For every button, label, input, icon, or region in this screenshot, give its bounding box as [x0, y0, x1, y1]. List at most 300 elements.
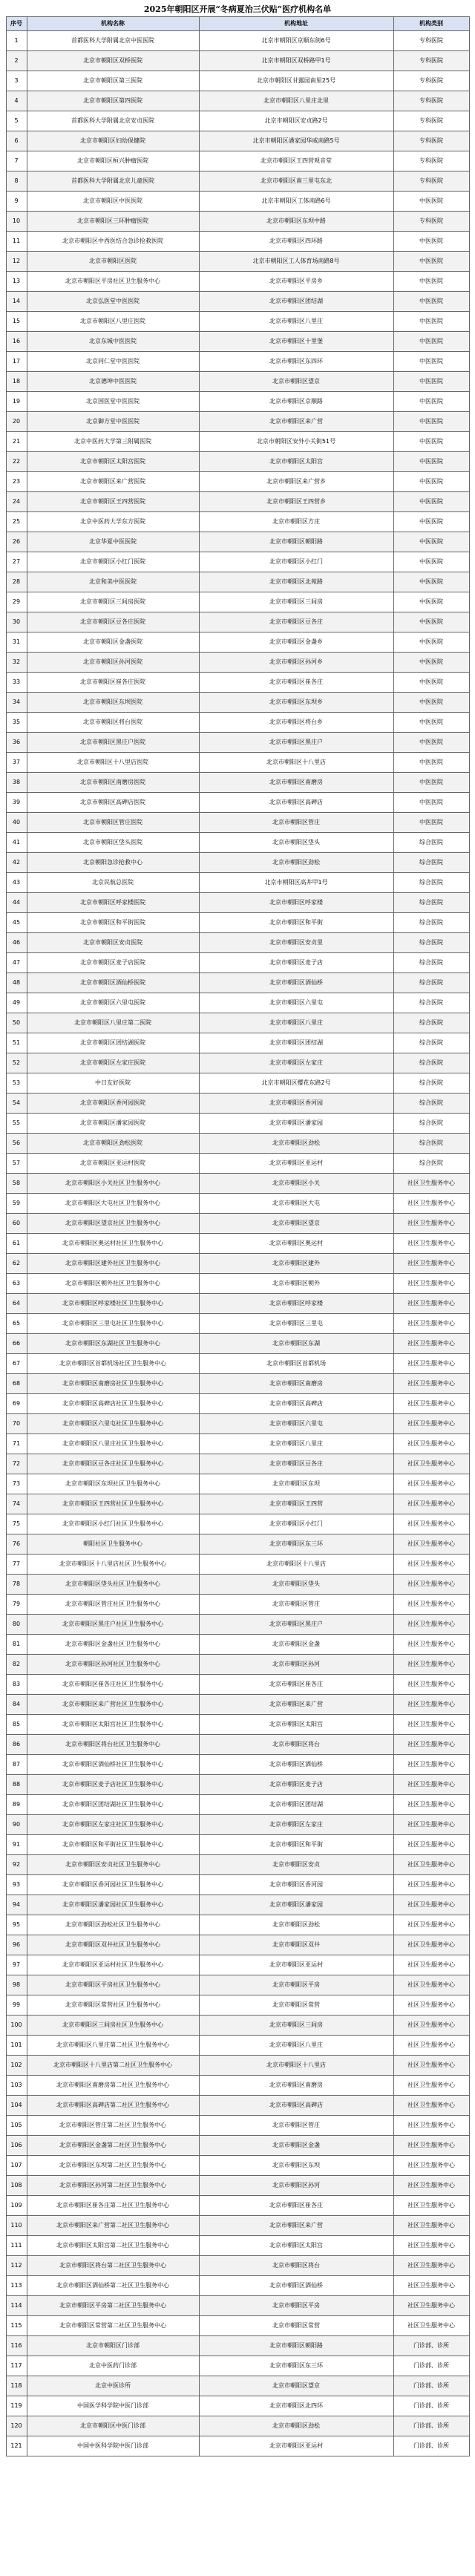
cell-no: 112 [6, 2256, 27, 2276]
cell-type: 社区卫生服务中心 [393, 1314, 469, 1334]
cell-address: 北京市朝阳区来广营乡 [199, 472, 393, 492]
cell-no: 21 [6, 432, 27, 452]
cell-no: 91 [6, 1835, 27, 1855]
cell-type: 中医医院 [393, 592, 469, 612]
cell-address: 北京市朝阳区劲松 [199, 2416, 393, 2436]
cell-no: 64 [6, 1294, 27, 1314]
cell-type: 中医医院 [393, 733, 469, 753]
cell-type: 综合医院 [393, 1013, 469, 1033]
cell-no: 73 [6, 1474, 27, 1494]
cell-no: 87 [6, 1755, 27, 1775]
cell-name: 北京市朝阳区太阳宫医院 [27, 452, 199, 472]
cell-name: 北京市朝阳区小红门医院 [27, 552, 199, 572]
cell-type: 中医医院 [393, 292, 469, 312]
table-row [6, 853, 469, 873]
cell-address: 北京市朝阳区十八里店 [199, 1555, 393, 1575]
cell-name: 北京市朝阳区金盏第二社区卫生服务中心 [27, 2136, 199, 2156]
cell-no: 27 [6, 552, 27, 572]
table-row [6, 913, 469, 933]
table-row [6, 232, 469, 252]
cell-name: 北京市朝阳区医院 [27, 252, 199, 272]
cell-address: 北京市朝阳区平房 [199, 2296, 393, 2316]
cell-address: 北京市朝阳区八里庄 [199, 2036, 393, 2056]
cell-address: 北京市朝阳区亚运村 [199, 1154, 393, 1174]
cell-address: 北京市朝阳区北苑路 [199, 572, 393, 592]
cell-type: 综合医院 [393, 833, 469, 853]
table-row [6, 1695, 469, 1715]
cell-address: 北京市朝阳区金盏 [199, 2136, 393, 2156]
cell-type: 社区卫生服务中心 [393, 1915, 469, 1935]
table-row [6, 592, 469, 612]
table-row [6, 1795, 469, 1815]
cell-type: 综合医院 [393, 993, 469, 1013]
table-row [6, 632, 469, 653]
cell-no: 84 [6, 1695, 27, 1715]
cell-address: 北京市朝阳区南磨房 [199, 773, 393, 793]
cell-name: 北京市朝阳区麦子店医院 [27, 953, 199, 973]
cell-name: 北京和美中医医院 [27, 572, 199, 592]
cell-address: 北京市朝阳区南磨房 [199, 2076, 393, 2096]
cell-name: 北京华夏中医医院 [27, 532, 199, 552]
cell-address: 北京市朝阳区孙河 [199, 2176, 393, 2196]
cell-type: 门诊部、诊所 [393, 2376, 469, 2396]
cell-address: 北京市朝阳区南三里屯东北 [199, 171, 393, 192]
cell-type: 中医医院 [393, 512, 469, 532]
table-row [6, 2296, 469, 2316]
table-row [6, 2316, 469, 2336]
cell-type: 综合医院 [393, 1073, 469, 1094]
cell-no: 25 [6, 512, 27, 532]
cell-name: 北京市朝阳区亚运村社区卫生服务中心 [27, 1955, 199, 1975]
cell-no: 74 [6, 1494, 27, 1514]
cell-name: 北京国医堂中医医院 [27, 392, 199, 412]
cell-address: 北京市朝阳区安贞路2号 [199, 111, 393, 131]
table-row [6, 352, 469, 372]
cell-name: 北京市朝阳区南磨房医院 [27, 773, 199, 793]
cell-type: 社区卫生服务中心 [393, 2176, 469, 2196]
table-row [6, 1815, 469, 1835]
cell-type: 社区卫生服务中心 [393, 1534, 469, 1555]
table-row [6, 1114, 469, 1134]
cell-name: 北京市朝阳区亚运村医院 [27, 1154, 199, 1174]
cell-name: 北京市朝阳区香河园社区卫生服务中心 [27, 1875, 199, 1895]
cell-address: 北京市朝阳区北四环 [199, 2396, 393, 2416]
cell-address: 北京市朝阳区豆各庄 [199, 1454, 393, 1474]
cell-no: 110 [6, 2216, 27, 2236]
cell-no: 95 [6, 1915, 27, 1935]
cell-name: 北京市朝阳区劲松社区卫生服务中心 [27, 1915, 199, 1935]
cell-type: 中医医院 [393, 813, 469, 833]
table-row [6, 1534, 469, 1555]
cell-type: 社区卫生服务中心 [393, 1555, 469, 1575]
table-row [6, 2156, 469, 2176]
table-row [6, 933, 469, 953]
cell-type: 综合医院 [393, 1033, 469, 1053]
cell-no: 14 [6, 292, 27, 312]
cell-name: 北京市朝阳区管庄社区卫生服务中心 [27, 1595, 199, 1615]
cell-address: 北京市朝阳区金盏乡 [199, 632, 393, 653]
cell-name: 北京市朝阳区东坝第二社区卫生服务中心 [27, 2156, 199, 2176]
table-row [6, 693, 469, 713]
cell-name: 北京市朝阳区望京社区卫生服务中心 [27, 1214, 199, 1234]
cell-no: 6 [6, 131, 27, 151]
table-row [6, 1354, 469, 1374]
cell-name: 北京市朝阳区酒仙桥第二社区卫生服务中心 [27, 2276, 199, 2296]
cell-type: 综合医院 [393, 973, 469, 993]
cell-no: 57 [6, 1154, 27, 1174]
cell-no: 45 [6, 913, 27, 933]
cell-no: 100 [6, 2016, 27, 2036]
table-row [6, 212, 469, 232]
cell-no: 81 [6, 1635, 27, 1655]
cell-address: 北京市朝阳区垡头 [199, 1575, 393, 1595]
cell-name: 首都医科大学附属北京儿童医院 [27, 171, 199, 192]
cell-no: 117 [6, 2356, 27, 2376]
cell-type: 社区卫生服务中心 [393, 1955, 469, 1975]
cell-address: 北京市朝阳区安贞里 [199, 933, 393, 953]
cell-no: 7 [6, 151, 27, 171]
table-row [6, 1975, 469, 1995]
cell-no: 82 [6, 1655, 27, 1675]
cell-address: 北京市朝阳区望京 [199, 1214, 393, 1234]
cell-name: 北京市朝阳区垡头社区卫生服务中心 [27, 1575, 199, 1595]
table-row [6, 1895, 469, 1915]
table-row [6, 1033, 469, 1053]
cell-no: 13 [6, 272, 27, 292]
cell-name: 北京中医诊所 [27, 2376, 199, 2396]
cell-name: 北京市朝阳区双井社区卫生服务中心 [27, 1935, 199, 1955]
cell-type: 社区卫生服务中心 [393, 1254, 469, 1274]
cell-type: 社区卫生服务中心 [393, 1635, 469, 1655]
cell-type: 中医医院 [393, 773, 469, 793]
cell-address: 北京市朝阳区朝阳路 [199, 2336, 393, 2356]
cell-name: 北京东城中医医院 [27, 332, 199, 352]
cell-type: 社区卫生服务中心 [393, 1454, 469, 1474]
table-row [6, 612, 469, 632]
cell-address: 北京市朝阳区十八里店 [199, 753, 393, 773]
cell-no: 114 [6, 2296, 27, 2316]
table-row [6, 1414, 469, 1434]
cell-no: 41 [6, 833, 27, 853]
cell-type: 专科医院 [393, 151, 469, 171]
table-row [6, 392, 469, 412]
table-row [6, 332, 469, 352]
cell-type: 社区卫生服务中心 [393, 1434, 469, 1454]
cell-type: 社区卫生服务中心 [393, 2276, 469, 2296]
table-row [6, 1374, 469, 1394]
cell-name: 北京市朝阳区呼家楼社区卫生服务中心 [27, 1294, 199, 1314]
cell-address: 北京市朝阳区双桥路甲1号 [199, 51, 393, 71]
header-address: 机构地址 [199, 17, 393, 31]
cell-name: 北京市朝阳区东湖社区卫生服务中心 [27, 1334, 199, 1354]
table-header-row [6, 17, 469, 31]
table-row [6, 1434, 469, 1454]
cell-no: 46 [6, 933, 27, 953]
table-row [6, 973, 469, 993]
cell-type: 社区卫生服务中心 [393, 1294, 469, 1314]
cell-type: 社区卫生服务中心 [393, 1595, 469, 1615]
cell-type: 中医医院 [393, 452, 469, 472]
cell-address: 北京市朝阳区十八里店 [199, 2056, 393, 2076]
cell-no: 18 [6, 372, 27, 392]
cell-no: 12 [6, 252, 27, 272]
cell-name: 首都医科大学附属北京安贞医院 [27, 111, 199, 131]
table-row [6, 1394, 469, 1414]
cell-no: 43 [6, 873, 27, 893]
cell-address: 北京市朝阳区小红门 [199, 1514, 393, 1534]
table-row [6, 2076, 469, 2096]
cell-type: 专科医院 [393, 131, 469, 151]
cell-address: 北京市朝阳区常营 [199, 2316, 393, 2336]
cell-name: 首都医科大学附属北京中医医院 [27, 31, 199, 51]
cell-no: 106 [6, 2136, 27, 2156]
table-row [6, 552, 469, 572]
cell-address: 北京市朝阳区潘家园 [199, 1114, 393, 1134]
cell-address: 北京市朝阳区东四环 [199, 352, 393, 372]
cell-type: 中医医院 [393, 192, 469, 212]
table-row [6, 2016, 469, 2036]
cell-no: 44 [6, 893, 27, 913]
cell-name: 北京市朝阳区妇幼保健院 [27, 131, 199, 151]
cell-address: 北京市朝阳区和平街 [199, 1835, 393, 1855]
cell-name: 北京市朝阳区门诊部 [27, 2336, 199, 2356]
cell-address: 北京市朝阳区朝阳路 [199, 532, 393, 552]
cell-type: 中医医院 [393, 673, 469, 693]
cell-type: 社区卫生服务中心 [393, 2136, 469, 2156]
cell-type: 社区卫生服务中心 [393, 2256, 469, 2276]
cell-type: 中医医院 [393, 793, 469, 813]
cell-type: 社区卫生服务中心 [393, 2096, 469, 2116]
cell-address: 北京市朝阳区亚运村 [199, 2436, 393, 2456]
cell-no: 109 [6, 2196, 27, 2216]
cell-type: 专科医院 [393, 31, 469, 51]
cell-type: 社区卫生服务中心 [393, 2076, 469, 2096]
table-row [6, 953, 469, 973]
table-row [6, 1575, 469, 1595]
cell-name: 北京市朝阳区平房第二社区卫生服务中心 [27, 2296, 199, 2316]
table-row [6, 1234, 469, 1254]
cell-no: 118 [6, 2376, 27, 2396]
cell-type: 门诊部、诊所 [393, 2436, 469, 2456]
cell-no: 65 [6, 1314, 27, 1334]
table-row [6, 1254, 469, 1274]
cell-no: 105 [6, 2116, 27, 2136]
table-row [6, 833, 469, 853]
cell-type: 社区卫生服务中心 [393, 1494, 469, 1514]
cell-name: 北京市朝阳区潘家园医院 [27, 1114, 199, 1134]
table-row [6, 432, 469, 452]
cell-type: 社区卫生服务中心 [393, 2116, 469, 2136]
cell-no: 119 [6, 2396, 27, 2416]
table-row [6, 1053, 469, 1073]
cell-no: 16 [6, 332, 27, 352]
cell-name: 北京市朝阳区管庄医院 [27, 813, 199, 833]
cell-name: 北京市朝阳区潘家园社区卫生服务中心 [27, 1895, 199, 1915]
cell-no: 24 [6, 492, 27, 512]
table-row [6, 2096, 469, 2116]
cell-address: 北京市朝阳区方庄 [199, 512, 393, 532]
table-row [6, 1955, 469, 1975]
cell-type: 中医医院 [393, 572, 469, 592]
cell-address: 北京市朝阳区呼家楼 [199, 893, 393, 913]
cell-address: 北京市朝阳区四环路 [199, 232, 393, 252]
cell-address: 北京市朝阳区八里庄 [199, 312, 393, 332]
cell-name: 北京弘医堂中医医院 [27, 292, 199, 312]
cell-address: 北京市朝阳区平房乡 [199, 272, 393, 292]
cell-no: 19 [6, 392, 27, 412]
cell-address: 北京市朝阳区三间房 [199, 592, 393, 612]
cell-no: 103 [6, 2076, 27, 2096]
cell-name: 北京市朝阳区三间房社区卫生服务中心 [27, 2016, 199, 2036]
cell-name: 北京市朝阳区平房社区卫生服务中心 [27, 272, 199, 292]
cell-address: 北京市朝阳区将台乡 [199, 713, 393, 733]
cell-name: 北京市朝阳区豆各庄社区卫生服务中心 [27, 1454, 199, 1474]
cell-name: 北京市朝阳区金盏医院 [27, 632, 199, 653]
table-row [6, 292, 469, 312]
table-row [6, 111, 469, 131]
cell-address: 北京市朝阳区金盏 [199, 1635, 393, 1655]
cell-no: 75 [6, 1514, 27, 1534]
cell-name: 北京市朝阳区三里屯社区卫生服务中心 [27, 1314, 199, 1334]
cell-name: 北京市朝阳区朝外社区卫生服务中心 [27, 1274, 199, 1294]
table-row [6, 813, 469, 833]
cell-address: 北京市朝阳区管庄 [199, 813, 393, 833]
header-name: 机构名称 [27, 17, 199, 31]
cell-name: 北京市朝阳区崔各庄社区卫生服务中心 [27, 1675, 199, 1695]
cell-name: 北京市朝阳区首都机场社区卫生服务中心 [27, 1354, 199, 1374]
cell-name: 北京市朝阳区奥运村社区卫生服务中心 [27, 1234, 199, 1254]
cell-type: 社区卫生服务中心 [393, 1575, 469, 1595]
cell-type: 综合医院 [393, 913, 469, 933]
cell-name: 北京市朝阳区高碑店医院 [27, 793, 199, 813]
cell-no: 58 [6, 1174, 27, 1194]
cell-no: 83 [6, 1675, 27, 1695]
cell-address: 北京市朝阳区太阳宫 [199, 452, 393, 472]
cell-type: 综合医院 [393, 1053, 469, 1073]
cell-no: 38 [6, 773, 27, 793]
cell-no: 71 [6, 1434, 27, 1454]
cell-address: 北京市朝阳区团结湖 [199, 292, 393, 312]
cell-type: 社区卫生服务中心 [393, 1334, 469, 1354]
cell-address: 北京市朝阳区京顺东街6号 [199, 31, 393, 51]
cell-address: 北京市朝阳区麦子店 [199, 1775, 393, 1795]
cell-name: 北京市朝阳区团结湖医院 [27, 1033, 199, 1053]
cell-type: 社区卫生服务中心 [393, 1214, 469, 1234]
cell-no: 5 [6, 111, 27, 131]
cell-type: 社区卫生服务中心 [393, 1695, 469, 1715]
table-row [6, 171, 469, 192]
cell-name: 北京市朝阳区麦子店社区卫生服务中心 [27, 1775, 199, 1795]
cell-name: 北京市朝阳区桓兴肿瘤医院 [27, 151, 199, 171]
cell-type: 中医医院 [393, 392, 469, 412]
table-row [6, 1775, 469, 1795]
table-row [6, 2056, 469, 2076]
cell-no: 39 [6, 793, 27, 813]
cell-no: 61 [6, 1234, 27, 1254]
institution-table [6, 16, 470, 2456]
cell-no: 26 [6, 532, 27, 552]
cell-type: 专科医院 [393, 111, 469, 131]
cell-name: 北京市朝阳区八里庄第二社区卫生服务中心 [27, 2036, 199, 2056]
cell-address: 北京市朝阳区高碑店 [199, 793, 393, 813]
cell-address: 北京市朝阳区望京 [199, 2376, 393, 2396]
table-row [6, 1294, 469, 1314]
cell-no: 28 [6, 572, 27, 592]
cell-type: 专科医院 [393, 71, 469, 91]
cell-type: 综合医院 [393, 1114, 469, 1134]
cell-address: 北京市朝阳区崔各庄 [199, 673, 393, 693]
cell-no: 76 [6, 1534, 27, 1555]
table-row [6, 1935, 469, 1955]
cell-type: 中医医院 [393, 432, 469, 452]
cell-address: 北京市朝阳区高井甲1号 [199, 873, 393, 893]
cell-no: 97 [6, 1955, 27, 1975]
table-row [6, 312, 469, 332]
cell-name: 北京市朝阳区十八里店第二社区卫生服务中心 [27, 2056, 199, 2076]
cell-address: 北京市朝阳区和平街 [199, 913, 393, 933]
cell-type: 社区卫生服务中心 [393, 1414, 469, 1434]
cell-address: 北京市朝阳区六里屯 [199, 993, 393, 1013]
cell-type: 门诊部、诊所 [393, 2336, 469, 2356]
cell-no: 68 [6, 1374, 27, 1394]
cell-no: 88 [6, 1775, 27, 1795]
cell-address: 北京市朝阳区朝外 [199, 1274, 393, 1294]
cell-address: 北京市朝阳区工人体育场南路8号 [199, 252, 393, 272]
table-row [6, 2336, 469, 2356]
cell-type: 社区卫生服务中心 [393, 1735, 469, 1755]
cell-name: 北京市朝阳区安贞社区卫生服务中心 [27, 1855, 199, 1875]
cell-address: 北京市朝阳区南磨房 [199, 1374, 393, 1394]
table-row [6, 1915, 469, 1935]
table-row [6, 1615, 469, 1635]
cell-address: 北京市朝阳区首都机场 [199, 1354, 393, 1374]
cell-name: 北京市朝阳区金盏社区卫生服务中心 [27, 1635, 199, 1655]
cell-address: 北京市朝阳区劲松 [199, 1915, 393, 1935]
cell-address: 北京市朝阳区王四营观音堂 [199, 151, 393, 171]
table-row [6, 653, 469, 673]
table-row [6, 1875, 469, 1895]
cell-address: 北京市朝阳区平房 [199, 1975, 393, 1995]
cell-type: 社区卫生服务中心 [393, 1755, 469, 1775]
cell-name: 北京市朝阳区团结湖社区卫生服务中心 [27, 1795, 199, 1815]
cell-no: 99 [6, 1995, 27, 2016]
table-row [6, 91, 469, 111]
table-row [6, 2396, 469, 2416]
table-row [6, 372, 469, 392]
table-row [6, 2356, 469, 2376]
cell-name: 北京市朝阳区第四医院 [27, 91, 199, 111]
cell-type: 社区卫生服务中心 [393, 1895, 469, 1915]
cell-address: 北京市朝阳区十里堡 [199, 332, 393, 352]
cell-name: 北京市朝阳区香河园医院 [27, 1094, 199, 1114]
cell-type: 综合医院 [393, 1134, 469, 1154]
cell-type: 中医医院 [393, 352, 469, 372]
table-row [6, 252, 469, 272]
cell-no: 20 [6, 412, 27, 432]
table-row [6, 2436, 469, 2456]
table-row [6, 532, 469, 552]
cell-type: 社区卫生服务中心 [393, 1715, 469, 1735]
cell-address: 北京市朝阳区劲松 [199, 853, 393, 873]
table-row [6, 1013, 469, 1033]
cell-no: 31 [6, 632, 27, 653]
table-row [6, 2176, 469, 2196]
table-row [6, 71, 469, 91]
cell-no: 23 [6, 472, 27, 492]
cell-no: 42 [6, 853, 27, 873]
cell-no: 108 [6, 2176, 27, 2196]
header-no: 序号 [6, 17, 27, 31]
